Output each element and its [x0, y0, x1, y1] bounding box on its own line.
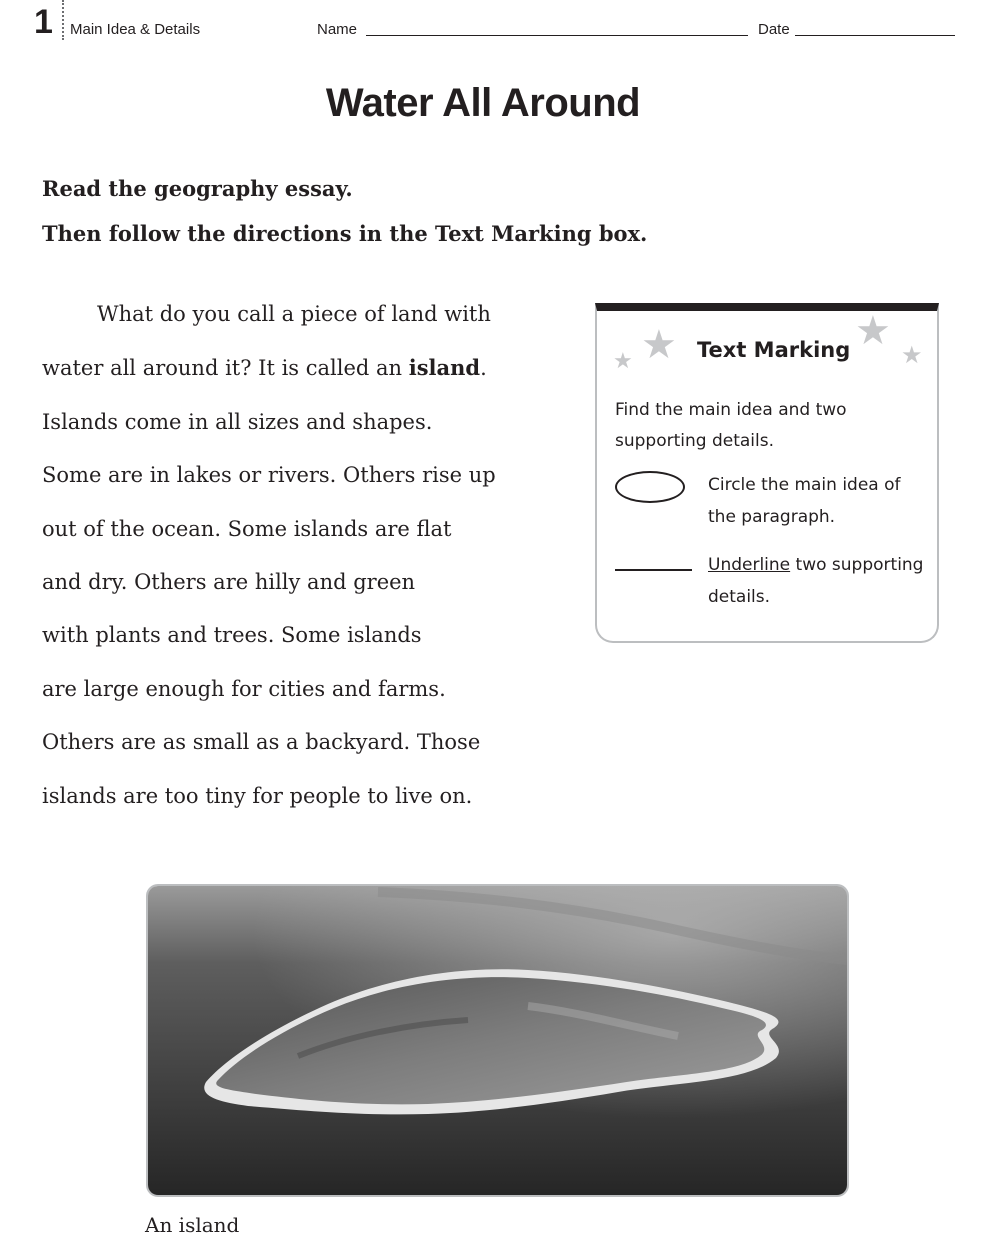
underline-word: Underline [708, 555, 791, 575]
lesson-number: 1 [34, 3, 53, 41]
passage-line: Islands come in all sizes and shapes. [42, 409, 433, 434]
underline-icon [615, 569, 692, 571]
circle-instruction: Circle the main idea of the paragraph. [708, 475, 901, 527]
passage-line: islands are too tiny for people to live on. [42, 783, 473, 808]
lesson-skill: Main Idea & Details [70, 21, 201, 38]
star-icon: ★ [613, 349, 633, 374]
passage-line: What do you call a piece of land with [97, 302, 491, 326]
passage-line: Others are as small as a backyard. Those [42, 730, 481, 755]
circle-icon [615, 471, 685, 503]
passage-text: water all around it? It is called an [42, 356, 409, 381]
vocab-word-island: island [408, 355, 481, 381]
direction-line: Then follow the directions in the Text Marking box. [42, 221, 648, 246]
passage-text: . [480, 356, 487, 381]
text-marking-instructions: Find the main idea and two supporting details. [615, 400, 847, 451]
underline-rest: two supporting details. [708, 555, 924, 607]
direction-line: Read the geography essay. [42, 176, 353, 201]
star-icon: ★ [855, 308, 891, 354]
text-marking-box [595, 303, 939, 643]
essay-passage[interactable] [42, 288, 562, 823]
star-icon: ★ [901, 341, 923, 369]
dotted-divider [62, 0, 64, 40]
date-label: Date [758, 21, 790, 38]
island-photo [146, 884, 849, 1197]
passage-line: with plants and trees. Some islands [42, 623, 422, 648]
page-title: Water All Around [325, 81, 641, 125]
star-icon: ★ [641, 322, 677, 368]
passage-line: and dry. Others are hilly and green [42, 570, 416, 595]
underline-instruction [708, 549, 928, 613]
passage-line: are large enough for cities and farms. [42, 676, 446, 701]
passage-line: Some are in lakes or rivers. Others rise up [42, 463, 496, 488]
text-marking-title: Text Marking [697, 338, 851, 362]
name-field[interactable] [366, 35, 748, 36]
date-field[interactable] [795, 35, 955, 36]
photo-caption: An island [145, 1213, 240, 1237]
passage-line: out of the ocean. Some islands are flat [42, 516, 452, 541]
name-label: Name [317, 21, 358, 38]
passage-line [42, 341, 562, 395]
directions [42, 166, 647, 256]
